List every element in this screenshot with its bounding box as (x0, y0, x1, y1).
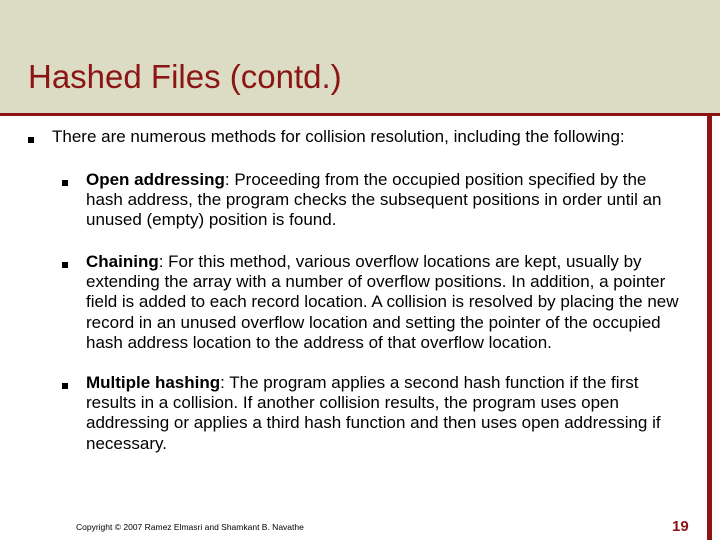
header-band (0, 0, 720, 113)
method-term: Multiple hashing (86, 373, 221, 392)
page-number: 19 (672, 518, 689, 535)
bullet-square-icon (62, 180, 68, 186)
bullet-square-icon (62, 383, 68, 389)
method-description: : The program applies a second hash function if the first results in a collision. If another collision results, the program uses open addressing or applies a third hash function and then uses open addressing if necessary. (86, 373, 661, 453)
method-open-addressing (86, 170, 686, 231)
method-term: Chaining (86, 252, 159, 271)
slide-title: Hashed Files (contd.) (28, 58, 342, 95)
bullet-square-icon (28, 137, 34, 143)
method-multiple-hashing (86, 373, 686, 454)
copyright-footer: Copyright © 2007 Ramez Elmasri and Shamkant B. Navathe (76, 522, 304, 532)
method-description: : For this method, various overflow locations are kept, usually by extending the array with a number of overflow positions. In addition, a pointer field is added to each record location. A collision is resolved by placing the new record in an unused overflow location and setting the pointer of the occupied hash address location to the address of that overflow location. (86, 252, 679, 352)
method-term: Open addressing (86, 170, 225, 189)
method-description: : Proceeding from the occupied position specified by the hash address, the program checks the subsequent positions in order until an unused (empty) position is found. (86, 170, 662, 230)
intro-text: There are numerous methods for collision resolution, including the following: (52, 127, 625, 146)
right-accent-bar (707, 116, 712, 540)
bullet-square-icon (62, 262, 68, 268)
title-divider (0, 113, 720, 116)
method-chaining (86, 252, 686, 353)
